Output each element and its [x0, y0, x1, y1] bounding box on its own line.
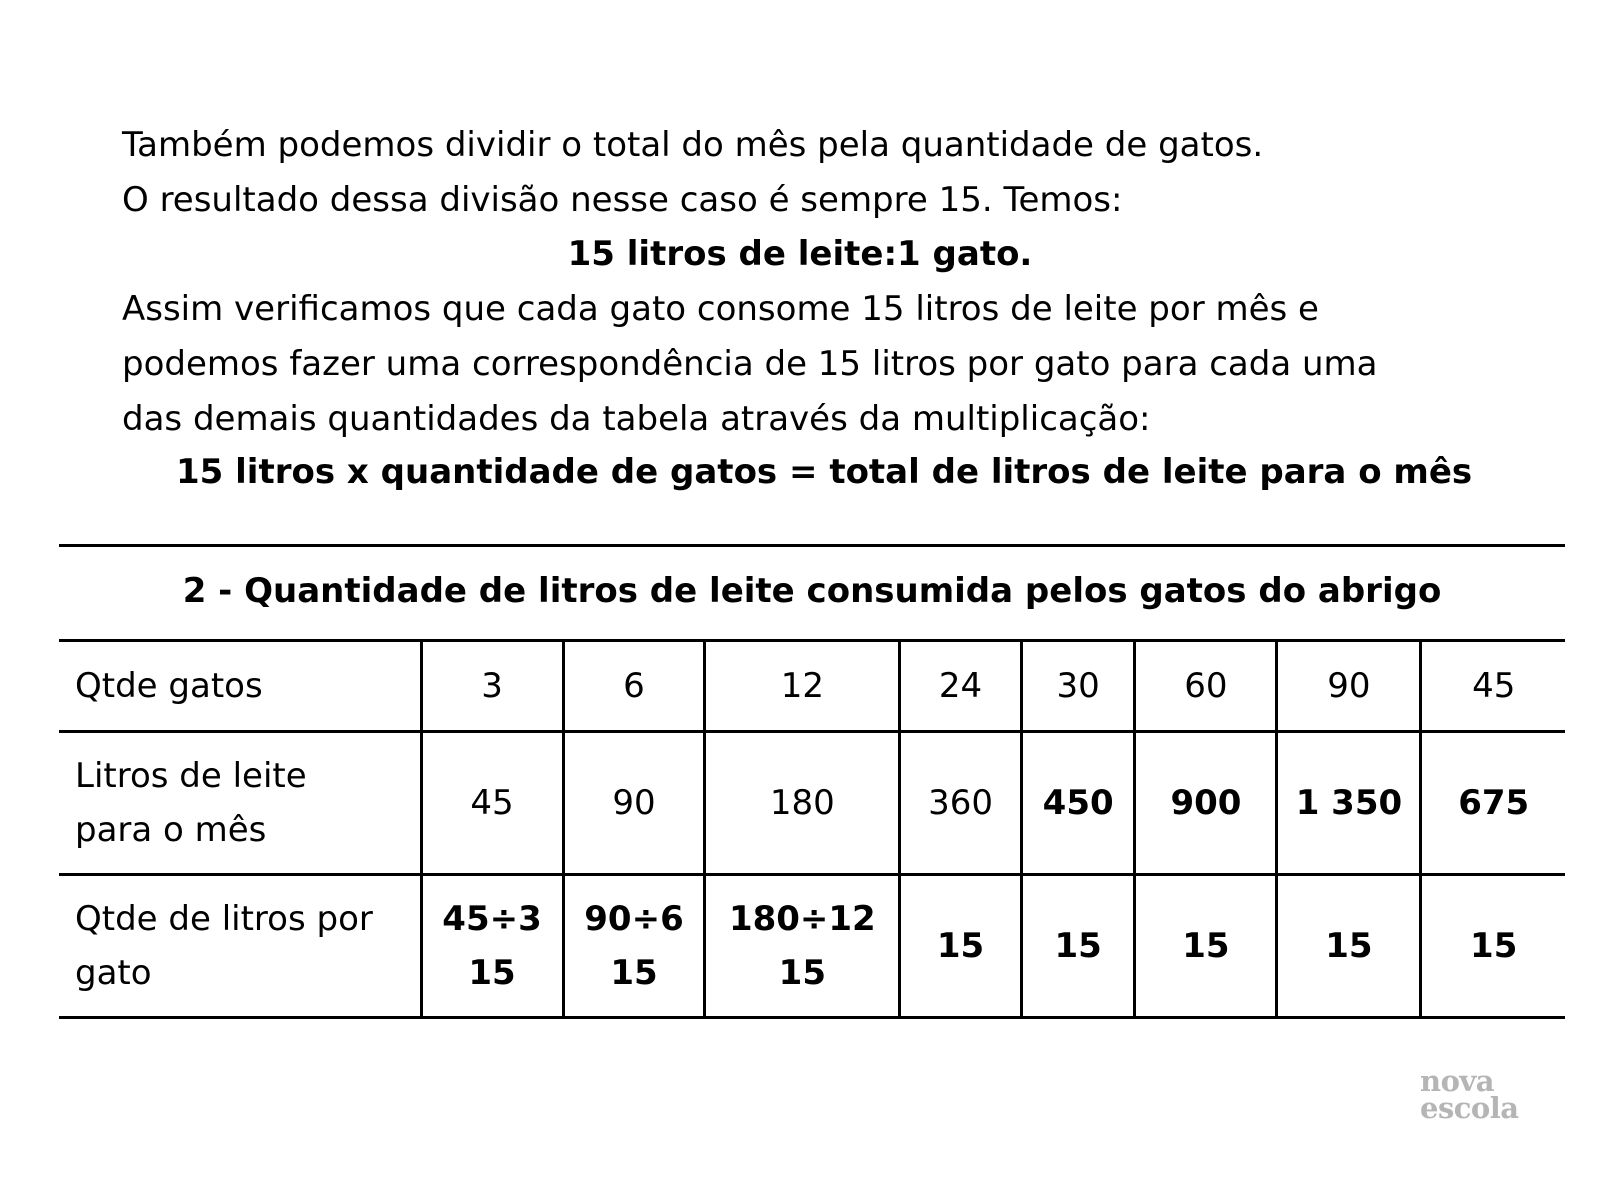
cell-cats-5: 30 [1021, 641, 1135, 732]
division-expression: 90÷6 [584, 899, 684, 939]
cell-liters-4: 360 [900, 732, 1022, 875]
nova-escola-logo [1420, 1064, 1519, 1125]
table-row-liters [59, 732, 1565, 875]
cell-cats-8: 45 [1421, 641, 1565, 732]
division-expression: 45÷3 [442, 899, 542, 939]
row-label-liters [59, 732, 421, 875]
paragraph-line-1: Também podemos dividir o total do mês pela quantidade de gatos. [122, 125, 1264, 165]
cell-cats-1: 3 [421, 641, 563, 732]
cell-cats-7: 90 [1277, 641, 1421, 732]
logo-line-2: escola [1420, 1091, 1519, 1125]
logo-line-1: nova [1420, 1064, 1495, 1098]
paragraph-line-5: das demais quantidades da tabela através da multiplicação: [122, 399, 1151, 439]
cell-liters-5: 450 [1021, 732, 1135, 875]
row-label-per-cat-line-2: gato [75, 953, 152, 993]
cell-per-cat-7: 15 [1277, 875, 1421, 1018]
cell-cats-2: 6 [563, 641, 705, 732]
row-label-liters-line-2: para o mês [75, 810, 267, 850]
row-label-cats: Qtde gatos [59, 641, 421, 732]
explanation-text [122, 118, 1522, 228]
table-title: 2 - Quantidade de litros de leite consumida pelos gatos do abrigo [59, 544, 1565, 639]
cell-per-cat-2 [563, 875, 705, 1018]
division-expression: 180÷12 [728, 899, 876, 939]
milk-consumption-table [59, 544, 1565, 1019]
cell-liters-3: 180 [705, 732, 900, 875]
cell-per-cat-8: 15 [1421, 875, 1565, 1018]
division-result: 15 [778, 953, 826, 993]
cell-per-cat-4: 15 [900, 875, 1022, 1018]
cell-cats-4: 24 [900, 641, 1022, 732]
division-result: 15 [610, 953, 658, 993]
cell-liters-8: 675 [1421, 732, 1565, 875]
table-row-cats [59, 641, 1565, 732]
cell-cats-6: 60 [1135, 641, 1277, 732]
cell-cats-3: 12 [705, 641, 900, 732]
explanation-text-continued [122, 282, 1522, 447]
paragraph-line-3: Assim verificamos que cada gato consome 15 litros de leite por mês e [122, 289, 1319, 329]
ratio-statement: 15 litros de leite:1 gato. [567, 234, 1033, 274]
division-result: 15 [468, 953, 516, 993]
cell-liters-2: 90 [563, 732, 705, 875]
cell-liters-6: 900 [1135, 732, 1277, 875]
cell-per-cat-3 [705, 875, 900, 1018]
cell-liters-7: 1 350 [1277, 732, 1421, 875]
formula-statement: 15 litros x quantidade de gatos = total de litros de leite para o mês [176, 452, 1473, 492]
cell-per-cat-6: 15 [1135, 875, 1277, 1018]
cell-per-cat-5: 15 [1021, 875, 1135, 1018]
table-row-per-cat [59, 875, 1565, 1018]
row-label-per-cat [59, 875, 421, 1018]
cell-liters-1: 45 [421, 732, 563, 875]
row-label-liters-line-1: Litros de leite [75, 756, 307, 796]
paragraph-line-4: podemos fazer uma correspondência de 15 litros por gato para cada uma [122, 344, 1378, 384]
row-label-per-cat-line-1: Qtde de litros por [75, 899, 373, 939]
cell-per-cat-1 [421, 875, 563, 1018]
paragraph-line-2: O resultado dessa divisão nesse caso é sempre 15. Temos: [122, 180, 1123, 220]
